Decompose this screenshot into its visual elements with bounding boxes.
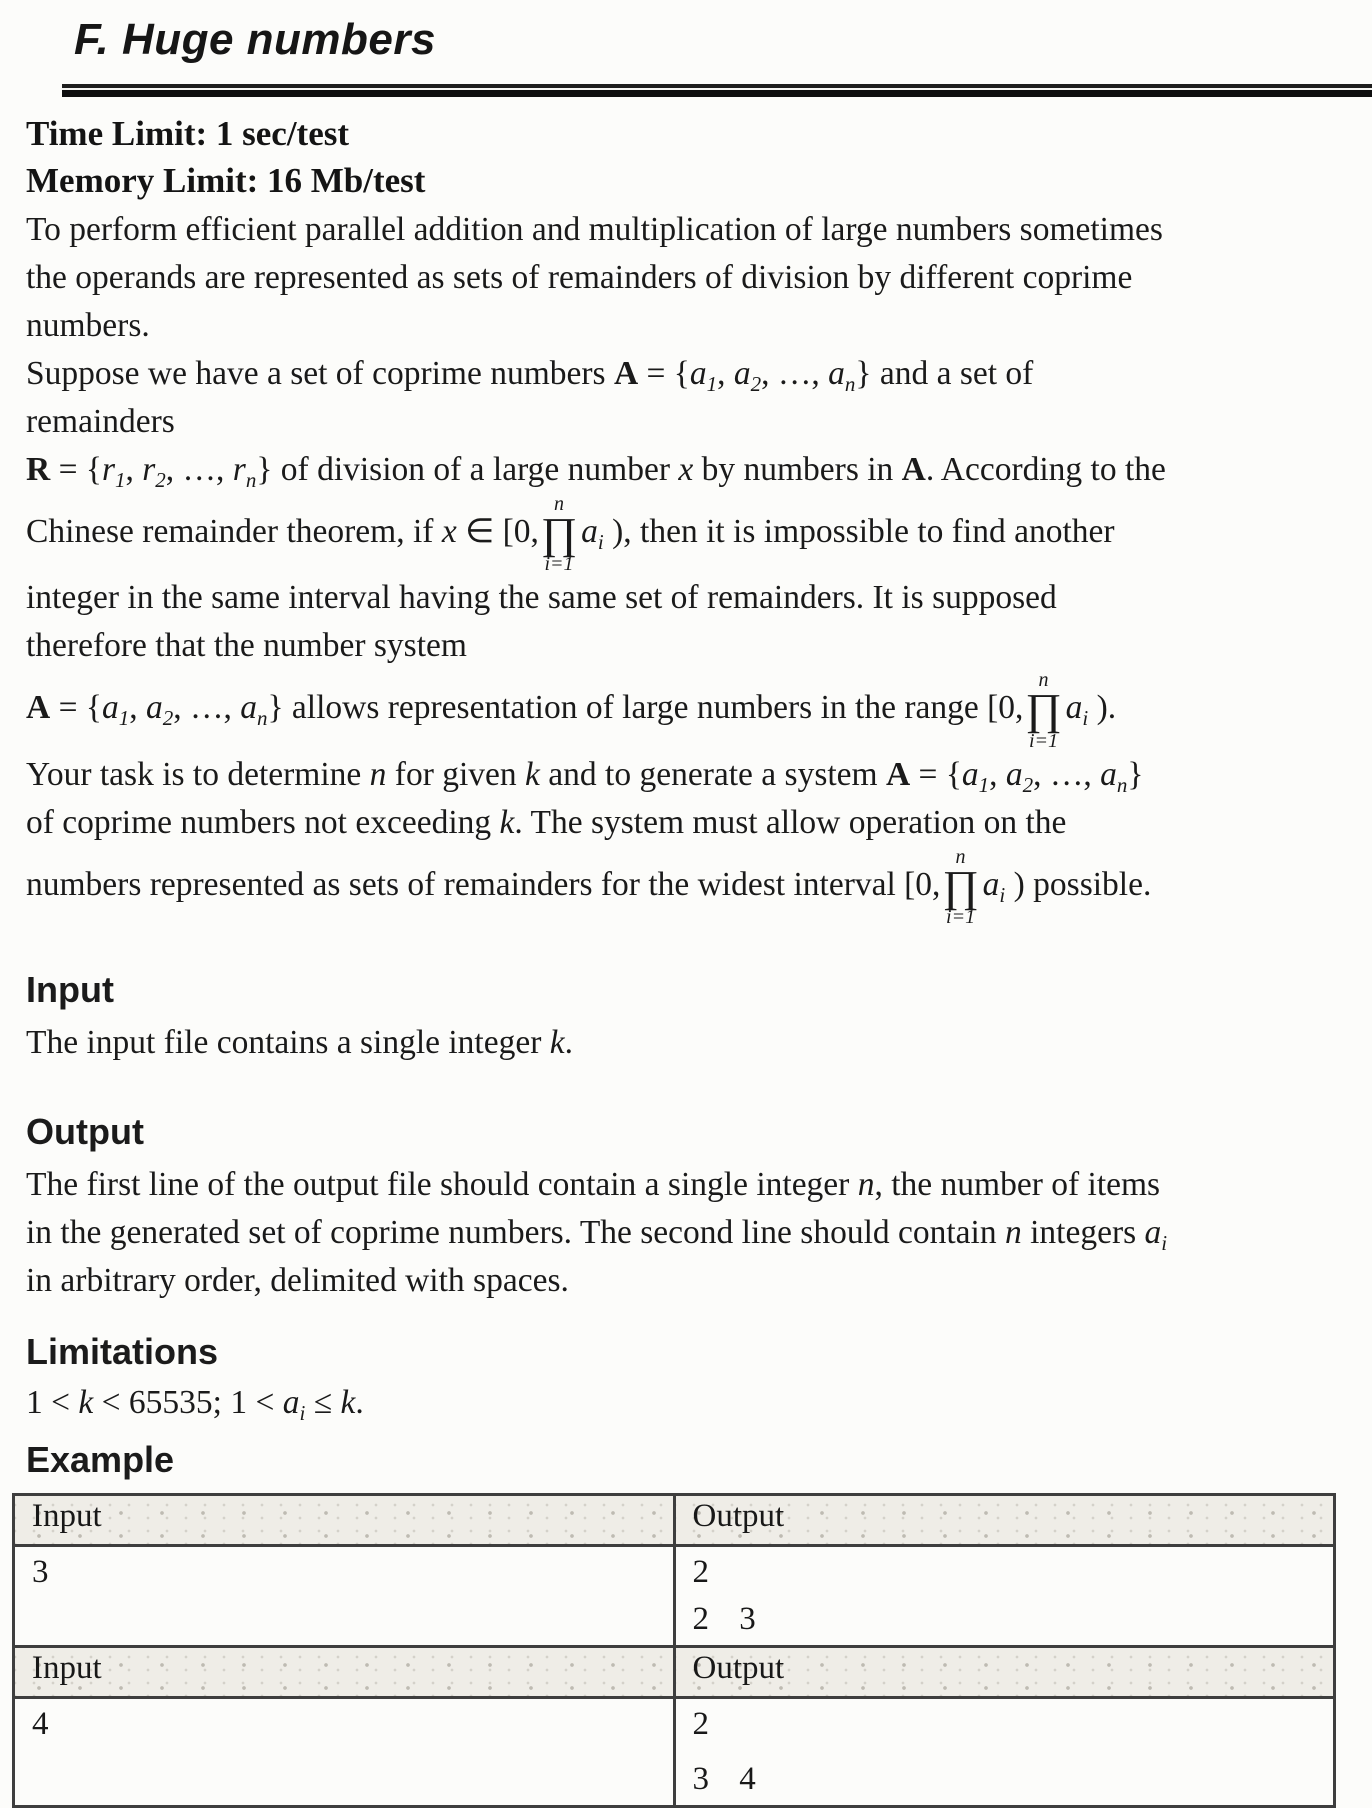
statement-line: Suppose we have a set of coprime numbers $A = \{a_1$, $a_2$, …, $a_n$} and a set of bbox=[26, 355, 1034, 396]
statement-line: $A = \{a_1$, $a_2$, …, $a_n$} allows representation of large numbers in the range [0, n ∏ i=1 $a_i$ ). bbox=[26, 669, 1117, 752]
limits-meta bbox=[26, 110, 1334, 204]
statement-line: Chinese remainder theorem, if x ∈ [0, n ∏ i=1 $a_i$ ), then it is impossible to find another bbox=[26, 493, 1115, 576]
time-limit: Time Limit: 1 sec/test bbox=[26, 114, 350, 153]
statement-line: Your task is to determine n for given k and to generate a system $A = \{a_1$, $a_2$, …, $a_n$} bbox=[26, 755, 1144, 797]
statement-line: remainders bbox=[26, 403, 175, 440]
statement-line: of coprime numbers not exceeding k. The system must allow operation on the bbox=[26, 803, 1067, 841]
input-paragraph bbox=[26, 1019, 1334, 1067]
example-output-line: 2 3 bbox=[692, 1601, 756, 1638]
title-rule bbox=[62, 84, 1372, 97]
example-input-value: 4 bbox=[32, 1706, 49, 1743]
statement-line: the operands are represented as sets of remainders of division by different coprime bbox=[26, 259, 1133, 296]
example-header-cell-input: Input bbox=[14, 1495, 675, 1546]
statement-line: $R = \{r_1$, $r_2$, …, $r_n$} of division of a large number x by numbers in A. According to the bbox=[26, 451, 1166, 492]
product-symbol: n ∏ i=1 bbox=[942, 845, 979, 929]
example-input-value: 3 bbox=[32, 1554, 49, 1591]
problem-statement bbox=[26, 206, 1334, 927]
memory-limit: Memory Limit: 16 Mb/test bbox=[26, 161, 426, 200]
output-paragraph-line: in the generated set of coprime numbers. The second line should contain n integers $a_i$ bbox=[26, 1214, 1168, 1256]
output-paragraph-line: The first line of the output file should contain a single integer n, the number of items bbox=[26, 1166, 1161, 1204]
input-paragraph-line: The input file contains a single integer k. bbox=[26, 1024, 573, 1062]
page-title: F. Huge numbers bbox=[74, 15, 436, 64]
example-table bbox=[12, 1493, 1336, 1808]
product-symbol: n ∏ i=1 bbox=[540, 493, 578, 576]
output-paragraph bbox=[26, 1161, 1334, 1305]
limitations-line: 1 < k < 65535; $1 < a_i \le k$. bbox=[26, 1384, 364, 1426]
section-heading-limitations: Limitations bbox=[26, 1331, 219, 1373]
section-heading-input: Input bbox=[26, 969, 114, 1011]
example-header-cell-input: Input bbox=[14, 1647, 675, 1698]
statement-line: integer in the same interval having the same set of remainders. It is supposed bbox=[26, 579, 1057, 617]
example-header-row bbox=[14, 1495, 1335, 1546]
example-data-row bbox=[14, 1698, 1335, 1807]
example-header-cell-output: Output bbox=[674, 1495, 1335, 1546]
example-input-cell bbox=[14, 1546, 675, 1647]
example-header-cell-output: Output bbox=[674, 1647, 1335, 1698]
statement-line: numbers represented as sets of remainders for the widest interval [0, n ∏ i=1 $a_i$ ) possible. bbox=[26, 845, 1152, 929]
statement-line: numbers. bbox=[26, 307, 150, 344]
product-symbol: n ∏ i=1 bbox=[1025, 669, 1062, 752]
example-output-cell bbox=[674, 1698, 1335, 1807]
example-input-cell bbox=[14, 1698, 675, 1807]
example-data-row bbox=[14, 1546, 1335, 1647]
output-paragraph-line: in arbitrary order, delimited with spaces. bbox=[26, 1262, 569, 1300]
example-header-row bbox=[14, 1647, 1335, 1698]
example-output-cell bbox=[674, 1546, 1335, 1647]
statement-line: To perform efficient parallel addition and multiplication of large numbers sometimes bbox=[26, 211, 1163, 248]
example-output-line: 2 bbox=[692, 1554, 709, 1591]
section-heading-example: Example bbox=[26, 1439, 175, 1481]
statement-line: therefore that the number system bbox=[26, 627, 467, 665]
example-output-line: 2 bbox=[692, 1706, 709, 1743]
section-heading-output: Output bbox=[26, 1111, 144, 1153]
example-output-line: 3 4 bbox=[692, 1761, 756, 1798]
